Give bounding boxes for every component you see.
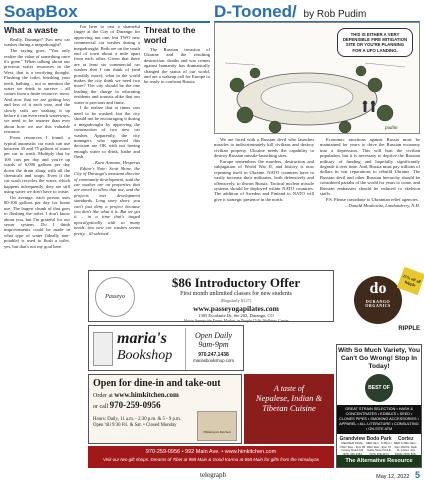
passeyo-url[interactable]: www.passeyogapilates.com xyxy=(193,304,279,313)
ad-passeyo[interactable] xyxy=(88,270,334,322)
alt-brand-footer: The Alternative Resource xyxy=(337,455,421,467)
ad-marias-bookshop[interactable] xyxy=(88,325,244,371)
nepal-taste-of: A taste of xyxy=(273,384,305,393)
himkitchen-storefront-sign: Himalayan Kitchen xyxy=(197,411,237,441)
ripple-brand: RIPPLE xyxy=(398,326,420,332)
letter2-heading: Threat to the world xyxy=(144,25,196,45)
dtooned-section-title xyxy=(214,2,366,22)
durango-logo-do: do xyxy=(369,280,387,297)
strip-giftshops: Visit our two gift shops: Dreams of Tibet at 988 Main & Good Karma at 658 Main for gifts from the Himalayas xyxy=(103,457,319,462)
marias-bookshop-word: Bookshop xyxy=(117,348,173,363)
ad-himalayan-kitchen[interactable] xyxy=(88,374,242,444)
marias-website[interactable]: mariasbookshop.com xyxy=(193,358,234,363)
ad-nepalese-cuisine xyxy=(244,374,334,444)
letter1-signature: – Kara Armano, Hesperus xyxy=(91,159,140,165)
letter2-signature: – Donald Moskowitz, Londonderry, N.H. xyxy=(344,202,420,208)
alt-location-name: Cortez xyxy=(397,436,414,442)
himkitchen-call-line xyxy=(93,400,161,410)
marias-open-hours: 9am-9pm xyxy=(198,340,229,349)
soapbox-column-3 xyxy=(144,24,210,268)
alt-products-bar: GREAT STRAIN SELECTION • HASH & CONCENTRATES • EDIBLES • SEED • CLONES PIPES • SMOKING ACCESSORIES • APPAREL • ALL LITERATURE • CONSULTING • ON-SITE ATM xyxy=(337,405,421,434)
svg-text:pudim: pudim xyxy=(385,126,398,131)
letter1-heading: What a waste xyxy=(4,25,58,35)
durango-organics-logo xyxy=(354,276,402,324)
himkitchen-order-prefix: Order at xyxy=(93,393,113,399)
alt-location-name: Bodo Park xyxy=(366,436,392,442)
letter1-paragraph: I do realize that at times cars need to be washed, but the city should not be encouraging it during a megadrought by approving the construction of two new car washes. Apparently, the city managers who approved this decision are OK with not having enough water to drink, bathe and flush. xyxy=(74,105,140,160)
editorial-cartoon xyxy=(214,22,420,134)
letter1-paragraph: From resources I found, a typical automatic car wash can use between 35 and 75 gallons of water per car to wash. Multiply that by 100 cars per day and you're up wards of 6,000 gallons per day down the drain along with all the chemicals and soaps. Even if the car wash recycles the water, which happens infrequently, they are still using water we don't have to waste. xyxy=(4,135,70,195)
soapbox-column-5 xyxy=(320,137,420,268)
alt-location-detail: RECREATIONAL ONLY 9am - 9pm 38 County Road 232 (970) 426-4381 xyxy=(339,441,366,456)
best-of-badge: BEST OF xyxy=(365,374,393,402)
alt-location-detail: MED 9am - 6:45pm / REC 9am - 9pm 72 Suttle Street Unit E (970) 259-3674 xyxy=(366,441,392,456)
durango-logo-sub: DURANGO ORGANICS xyxy=(365,299,391,308)
page-number: 5 xyxy=(414,470,420,480)
bookshop-logo-icon xyxy=(93,332,113,366)
editors-note: Editor's Note: Scott Shine, the City of Durango's assistant director of community development, said the car washes are on properties that are zoned to allow that use, and the projects met development standards. Long story short: you can't just deny a project because you don't like what it is. But we get it – in a time that's tinged apocalyptically with so many needs, two new car washes seems pretty... ill-advised. xyxy=(74,165,140,236)
cartoon-byline: by Rob Pudim xyxy=(303,9,367,20)
himkitchen-call-prefix: or call xyxy=(93,404,109,410)
himkitchen-hours-line: Open 'till 9:30 Fri. & Sat. • Closed Monday xyxy=(93,423,177,428)
letter2-paragraph: The Russian invasion of Ukraine and the resulting destruction, deaths and war crimes against humanity has dramatically changed the status of our world, and are a wakeup call for Europe to be ready to confront Russia. xyxy=(144,47,210,85)
soapbox-rule xyxy=(4,21,210,23)
letter1-paragraph: The saying goes, "You only realize the value of something once it's gone." When talking about our precious water resources in the West, that is a terrifying thought. Flushing the toilet, brushing your teeth, bathing – not to mention the water we drink to survive – all comes from a finite resource: snow. And now that we are getting less and less of it each year, and the slowly soils are soaking it up before it can even reach waterways, we need to be smarter than ever about how we use this valuable resource. xyxy=(4,48,70,135)
soapbox-column-1 xyxy=(4,24,70,268)
marias-open-label: Open Daily xyxy=(194,331,233,340)
letter1-paragraph: Really, Durango? Two new car washes during a megadrought? xyxy=(4,37,70,48)
himkitchen-headline: Open for dine-in and take-out xyxy=(93,378,221,389)
passeyo-location-note: Above Sunnyside Farms Market, in Purple Cliffs Wellness Center xyxy=(183,318,289,323)
soapbox-column-2 xyxy=(74,24,140,268)
alt-location-detail: MED & REC 9am - 9pm 1810 E. Main St. Cortez, CO 81321 (970) 565- xyxy=(393,441,418,456)
cartoon-speech-bubble: THIS IS EITHER A VERY DEFENSIBLE FIRE MITIGATION SITE OR YOU'RE PLANNING FOR A UFO LANDING. xyxy=(337,28,413,57)
passeyo-logo: Passeyo xyxy=(95,277,135,317)
marias-name: maria's xyxy=(117,330,167,347)
passeyo-address: 1305 Escalante Dr, Ste 202, Durango, CO xyxy=(198,313,274,318)
dtooned-title: D-Tooned/ xyxy=(214,2,297,21)
letter2-paragraph: We are faced with a Russian devil who launches missiles to indiscriminately kill civilians and destroy civilian property. Ukraine needs the capability to destroy Russian missile-launching sites. xyxy=(214,137,314,159)
alt-location-name: Grandview xyxy=(339,436,366,442)
himkitchen-hours-line: Hours: Daily, 11 a.m. - 2:30 p.m. & 5 - 9 p.m. xyxy=(93,417,181,422)
marias-phone: 970.247.1438 xyxy=(198,352,229,358)
ripple-discount-starburst: 25% off all Ripple xyxy=(397,267,424,295)
soapbox-column-4 xyxy=(214,137,314,268)
soapbox-section-title: SoapBox xyxy=(4,2,78,21)
himkitchen-url[interactable]: www.himkitchen.com xyxy=(114,391,179,399)
himkitchen-order-line xyxy=(93,391,179,399)
passeyo-offer-detail: First month unlimited classes for new students xyxy=(180,291,292,297)
letter1-paragraph: I'm here to cast a shameful finger at the City of Durango for approving not one, but TWO new commercial car washes during a megadrought. Both are on the south end of town about a mile apart from each other. Given that there are at least six commercial car washes that I can think of (and possibly more), what in the world makes the city think we need two more? The city should be the one leading the charge in educating residents and tourists alike that our water is precious and finite. xyxy=(74,24,140,105)
strip-contact: 970-259-0956 • 992 Main Ave. • www.himkitchen.com xyxy=(145,449,277,455)
passeyo-regular-price: (Regularly $127) xyxy=(220,298,252,303)
nepal-cuisine: Nepalese, Indian & Tibetan Cuisine xyxy=(255,393,323,413)
marias-hours-box xyxy=(185,328,241,370)
letter2-paragraph: Europe remembers the murders, destruction and subjugation of World War II, and history is now repeating itself in Ukraine. NATO countries have to vastly increase their militaries, both defensively and offensively, to thwart Russia. Tactical nuclear missile systems should be deployed within NATO countries. The addition of Sweden and Finland to NATO will give it strategic presence in the north. xyxy=(214,159,314,202)
himkitchen-phone: 970-259-0956 xyxy=(109,400,161,410)
page-footer xyxy=(376,470,420,480)
ad-alternative-resource[interactable] xyxy=(336,344,422,468)
letter1-paragraph: On average, each person uses 80-100 gallons per day for home use. The largest chunk of that goes to flushing the toilet. I don't know about you, but I'm grateful for our sewer system. Do I think improvements could be made in what type of water (ideally non-potable) is used to flush a toilet, yes, but that's not my goal here. xyxy=(4,194,70,249)
himkitchen-hours xyxy=(93,417,193,429)
publication-name: telegraph xyxy=(200,471,227,479)
ad-durango-organics[interactable] xyxy=(336,270,422,342)
issue-date: May 12, 2022 xyxy=(376,474,410,480)
letter2-paragraph: P.S. Please contribute to Ukrainian relief agencies. xyxy=(326,196,419,202)
alt-headline: With So Much Variety, You Can't Go Wrong! Stop In Today! xyxy=(337,347,420,370)
letter2-paragraph: Economic sanctions against Russia must be maintained for years to drive the Russian economy into a depression. This will hurt the civilian population, but it is necessary to deprive the Russian military of funding and hopefully significantly degrade it over time. And, Russia must pay trillions of dollars in war reparations to rebuild Ukraine. The Russian devil and other Russian hierarchy should be considered pariahs of the world for years to come, and Russian embassies should be reduced to skeleton staffs. xyxy=(320,137,420,197)
himkitchen-contact-strip xyxy=(88,446,334,468)
passeyo-offer-title: $86 Introductory Offer xyxy=(171,275,301,290)
